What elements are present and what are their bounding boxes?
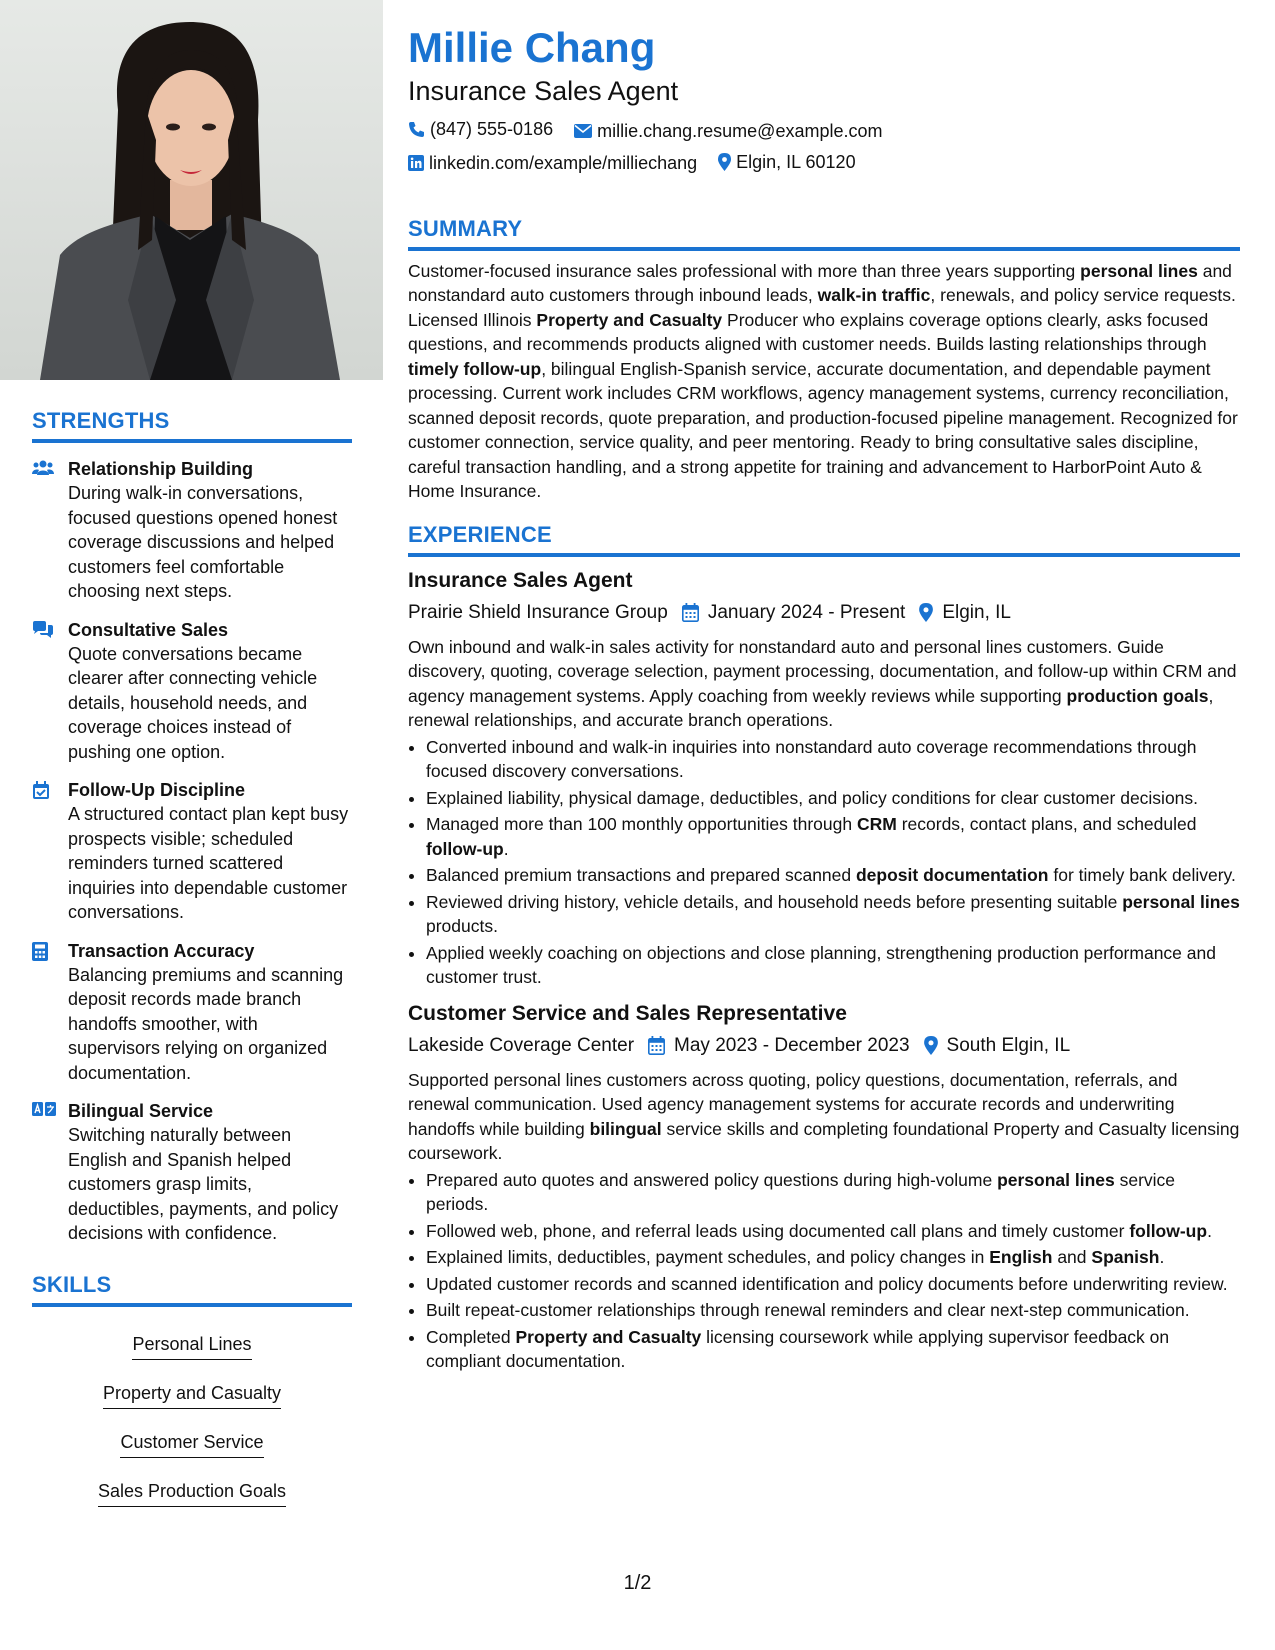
phone-text: (847) 555-0186 <box>430 119 554 139</box>
job-entry <box>408 567 1240 990</box>
skill-item: Customer Service <box>120 1429 263 1458</box>
bold-text: Property and Casualty <box>536 309 723 330</box>
email-text: millie.chang.resume@example.com <box>597 120 883 141</box>
strength-item <box>32 778 352 925</box>
strength-title: Consultative Sales <box>68 619 229 640</box>
strength-item <box>32 1099 352 1246</box>
skill-item: Sales Production Goals <box>98 1478 286 1507</box>
chat-icon <box>32 618 68 765</box>
location-contact <box>718 147 855 177</box>
bullet-item <box>426 1219 1240 1244</box>
bold-text: follow-up <box>426 838 504 859</box>
calendar-check-icon <box>32 778 68 925</box>
email-icon <box>574 124 592 138</box>
summary-heading: SUMMARY <box>408 215 523 241</box>
linkedin-icon <box>408 155 424 171</box>
text-segment: for timely bank delivery. <box>1048 865 1236 885</box>
text-segment: . <box>1159 1247 1165 1267</box>
bullet-item <box>426 812 1240 861</box>
text-segment: Own inbound and walk-in sales activity for nonstandard auto and personal lines customers. Guide discovery, quoting, coverage selection, payment processing, documentation, and follow-up within CRM and agency management systems. Apply coaching from weekly reviews while supporting <box>408 636 1237 706</box>
text-segment: Converted inbound and walk-in inquiries into nonstandard auto coverage recommendations through focused discovery conversations. <box>426 736 1197 781</box>
bold-text: personal lines <box>997 1169 1115 1190</box>
strengths-section <box>32 408 352 1246</box>
calendar-icon <box>648 1036 665 1055</box>
calculator-icon <box>32 939 68 1086</box>
text-segment: , bilingual English-Spanish service, accurate documentation, and dependable payment processing. Current work includes CRM workflows, agency management systems, currency reconciliation, scanned deposit records, quote preparation, and production-focused pipeline management. Recognized for customer connection, service quality, and peer mentoring. Ready to bring consultative sales discipline, careful transaction handling, and a strong appetite for training and advancement to HarborPoint Auto & Home Insurance. <box>408 358 1238 501</box>
bullet-item <box>426 1272 1240 1297</box>
email-contact[interactable] <box>574 116 882 146</box>
text-segment: . <box>1207 1220 1212 1241</box>
text-segment: , renewal relationships, and accurate branch operations. <box>408 685 1214 730</box>
linkedin-text: linkedin.com/example/milliechang <box>429 152 698 173</box>
text-segment: Reviewed driving history, vehicle details, and household needs before presenting suitable <box>426 891 1123 912</box>
job-description <box>408 635 1240 733</box>
skills-rule <box>32 1303 352 1307</box>
skill-item: Personal Lines <box>132 1331 251 1360</box>
text-segment: Completed <box>426 1326 516 1347</box>
text-segment: Supported personal lines customers across quoting, policy questions, documentation, referrals, and renewal communication. Used agency management systems for accurate records and underwriting handoffs while building <box>408 1069 1178 1139</box>
bold-text: production goals <box>1066 685 1209 706</box>
job-location <box>919 599 1011 627</box>
text-segment: Followed web, phone, and referral leads using documented call plans and timely customer <box>426 1220 1130 1241</box>
text-segment: Built repeat-customer relationships through renewal reminders and clear next-step communication. <box>426 1300 1190 1320</box>
text-segment: service skills and completing foundational Property and Casualty licensing coursework. <box>408 1118 1240 1163</box>
job-meta <box>408 599 1240 627</box>
job-bullets <box>408 735 1240 990</box>
job-entry <box>408 1000 1240 1374</box>
summary-section <box>408 216 1240 504</box>
left-column <box>32 408 352 1517</box>
summary-rule <box>408 247 1240 251</box>
strength-text: Balancing premiums and scanning deposit records made branch handoffs smoother, with supervisors relying on organized documentation. <box>68 964 344 1083</box>
job-dates-text: January 2024 - Present <box>707 601 906 623</box>
map-pin-icon <box>718 153 731 171</box>
company-name: Prairie Shield Insurance Group <box>408 601 668 623</box>
bold-text: CRM <box>856 814 897 834</box>
strength-title: Bilingual Service <box>68 1101 214 1121</box>
bold-text: English <box>989 1247 1053 1267</box>
strength-item <box>32 457 352 604</box>
bullet-item <box>426 1168 1240 1217</box>
strength-text: A structured contact plan kept busy prospects visible; scheduled reminders turned scattered inquiries into dependable customer conversations. <box>68 804 349 922</box>
summary-text <box>408 259 1240 504</box>
bullet-item <box>426 1298 1240 1323</box>
bullet-item <box>426 735 1240 784</box>
users-icon <box>32 457 68 604</box>
strength-text: Switching naturally between English and Spanish helped customers grasp limits, deductibles, payments, and policy decisions with confidence. <box>68 1125 339 1243</box>
bold-text: bilingual <box>589 1118 662 1139</box>
strength-title: Transaction Accuracy <box>68 940 255 961</box>
bullet-item <box>426 1325 1240 1374</box>
strengths-heading: STRENGTHS <box>32 408 170 433</box>
page-number: 1/2 <box>623 1572 652 1594</box>
text-segment: licensing coursework while applying supervisor feedback on compliant documentation. <box>426 1326 1170 1371</box>
text-segment: records, contact plans, and scheduled <box>896 814 1197 834</box>
job-dates-text: May 2023 - December 2023 <box>674 1034 910 1056</box>
bullet-item <box>426 890 1240 939</box>
language-icon <box>32 1099 68 1246</box>
strength-item <box>32 618 352 765</box>
bold-text: follow-up <box>1129 1220 1208 1241</box>
job-location <box>924 1032 1071 1060</box>
strength-title: Relationship Building <box>68 459 253 479</box>
bold-text: deposit documentation <box>855 865 1049 885</box>
text-segment: Producer who explains coverage options clearly, asks focused questions, and recommends products aligned with customer needs. Builds lasting relationships through <box>408 309 1209 354</box>
bold-text: Property and Casualty <box>515 1326 702 1347</box>
job-dates <box>682 599 906 627</box>
skills-heading: SKILLS <box>32 1271 112 1297</box>
job-title: Customer Service and Sales Representative <box>408 1001 847 1025</box>
skills-list <box>32 1321 352 1507</box>
job-location-text: Elgin, IL <box>942 601 1011 623</box>
profile-photo <box>0 0 383 380</box>
text-segment: . <box>503 838 509 859</box>
phone-contact[interactable] <box>408 114 553 144</box>
strength-text: Quote conversations became clearer after connecting vehicle details, household needs, and coverage choices instead of pushing one option. <box>68 643 318 762</box>
bold-text: Spanish <box>1091 1247 1160 1267</box>
text-segment: Customer-focused insurance sales professional with more than three years supporting <box>408 260 1081 281</box>
experience-rule <box>408 553 1240 557</box>
bold-text: walk-in traffic <box>817 285 931 305</box>
linkedin-contact[interactable] <box>408 148 697 178</box>
map-pin-icon <box>924 1036 938 1055</box>
job-dates <box>648 1032 910 1060</box>
candidate-name: Millie Chang <box>408 24 656 71</box>
text-segment: Explained liability, physical damage, deductibles, and policy conditions for clear customer decisions. <box>426 787 1199 808</box>
text-segment: and nonstandard auto customers through inbound leads, <box>408 260 1232 305</box>
bullet-item <box>426 1245 1240 1270</box>
map-pin-icon <box>919 603 933 622</box>
bullet-item <box>426 941 1240 990</box>
text-segment: Prepared auto quotes and answered policy questions during high-volume <box>426 1169 998 1190</box>
candidate-title: Insurance Sales Agent <box>408 76 679 106</box>
text-segment: products. <box>426 916 498 936</box>
text-segment: Balanced premium transactions and prepared scanned <box>426 865 856 885</box>
bold-text: personal lines <box>1080 260 1198 281</box>
job-description <box>408 1068 1240 1166</box>
strengths-rule <box>32 439 352 443</box>
bullet-item <box>426 863 1240 888</box>
job-meta <box>408 1032 1240 1060</box>
location-text: Elgin, IL 60120 <box>736 151 856 172</box>
text-segment: and <box>1052 1247 1092 1267</box>
job-location-text: South Elgin, IL <box>946 1034 1071 1056</box>
text-segment: service periods. <box>426 1169 1176 1214</box>
experience-heading: EXPERIENCE <box>408 521 552 547</box>
skill-item: Property and Casualty <box>103 1380 281 1409</box>
text-segment: Managed more than 100 monthly opportunities through <box>426 814 857 834</box>
experience-section <box>408 522 1240 1374</box>
bold-text: personal lines <box>1122 891 1240 912</box>
text-segment: Explained limits, deductibles, payment schedules, and policy changes in <box>426 1247 990 1267</box>
strength-text: During walk-in conversations, focused questions opened honest coverage discussions and helped customers feel comfortable choosing next steps. <box>68 483 338 601</box>
job-bullets <box>408 1168 1240 1374</box>
text-segment: Applied weekly coaching on objections and close planning, strengthening production performance and customer trust. <box>426 942 1216 987</box>
skills-section <box>32 1272 352 1507</box>
strength-item <box>32 939 352 1086</box>
job-title: Insurance Sales Agent <box>408 568 633 592</box>
phone-icon <box>408 121 425 138</box>
bold-text: timely follow-up <box>408 358 542 379</box>
calendar-icon <box>682 603 699 622</box>
bullet-item <box>426 786 1240 811</box>
strength-title: Follow-Up Discipline <box>68 780 246 800</box>
right-column <box>408 22 1240 1376</box>
text-segment: , renewals, and policy service requests. Licensed Illinois <box>408 285 1236 330</box>
contact-info <box>408 114 1240 180</box>
text-segment: Updated customer records and scanned identification and policy documents before underwriting review. <box>426 1273 1228 1294</box>
company-name: Lakeside Coverage Center <box>408 1034 635 1056</box>
